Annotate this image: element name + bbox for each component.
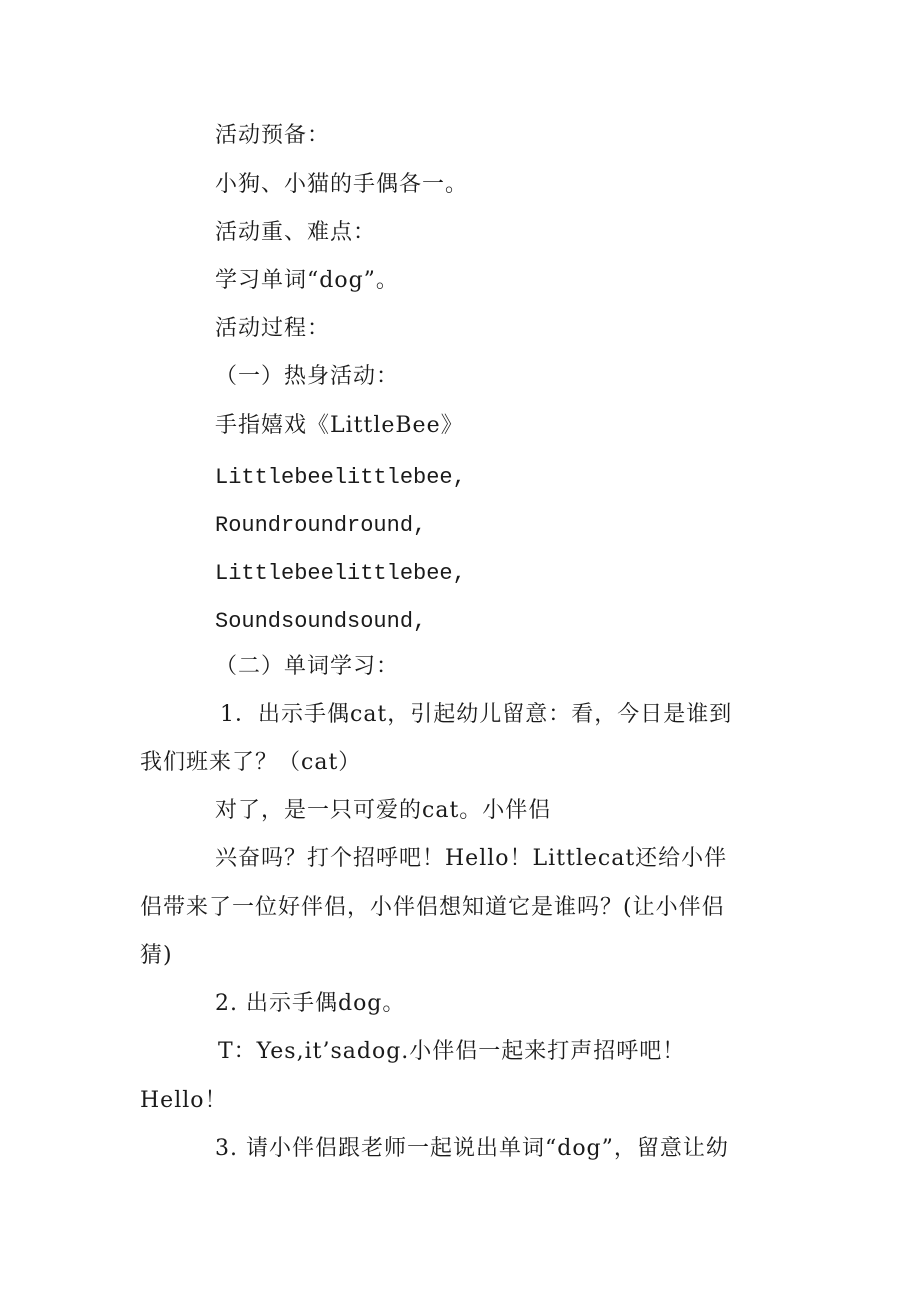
rhyme-line-4: Soundsoundsound,	[215, 609, 427, 634]
heading-key-points: 活动重、难点：	[215, 220, 377, 245]
finger-game-title: 手指嬉戏《LittleBee》	[215, 413, 464, 438]
rhyme-line-1: Littlebeelittlebee,	[215, 465, 466, 490]
paragraph-line-2: 兴奋吗？打个招呼吧！Hello！Littlecat还给小伴	[215, 846, 728, 871]
step-2: 2. 出示手偶dog。	[215, 991, 406, 1016]
rhyme-line-2: Roundroundround,	[215, 513, 427, 538]
step-1-line-1: 1．出示手偶cat，引起幼儿留意：看，今日是谁到	[220, 702, 733, 727]
rhyme-line-3: Littlebeelittlebee,	[215, 561, 466, 586]
step-3: 3. 请小伴侣跟老师一起说出单词“dog”，留意让幼	[215, 1136, 729, 1161]
key-points-text: 学习单词“dog”。	[215, 268, 399, 293]
paragraph-line-3: 侣带来了一位好伴侣，小伴侣想知道它是谁吗？(让小伴侣	[140, 895, 725, 920]
step-1-line-2: 我们班来了？（cat）	[140, 750, 362, 775]
paragraph-line-1: 对了，是一只可爱的cat。小伴侣	[215, 798, 552, 823]
teacher-line-1: T：Yes,it’sadog.小伴侣一起来打声招呼吧！	[218, 1039, 686, 1064]
preparation-text: 小狗、小猫的手偶各一。	[215, 172, 469, 197]
teacher-line-2: Hello！	[140, 1088, 228, 1113]
heading-process: 活动过程：	[215, 316, 331, 341]
section-vocabulary: （二）单词学习：	[215, 654, 400, 679]
paragraph-line-4: 猜)	[140, 943, 173, 968]
section-warmup: （一）热身活动：	[215, 364, 400, 389]
heading-preparation: 活动预备：	[215, 123, 331, 148]
